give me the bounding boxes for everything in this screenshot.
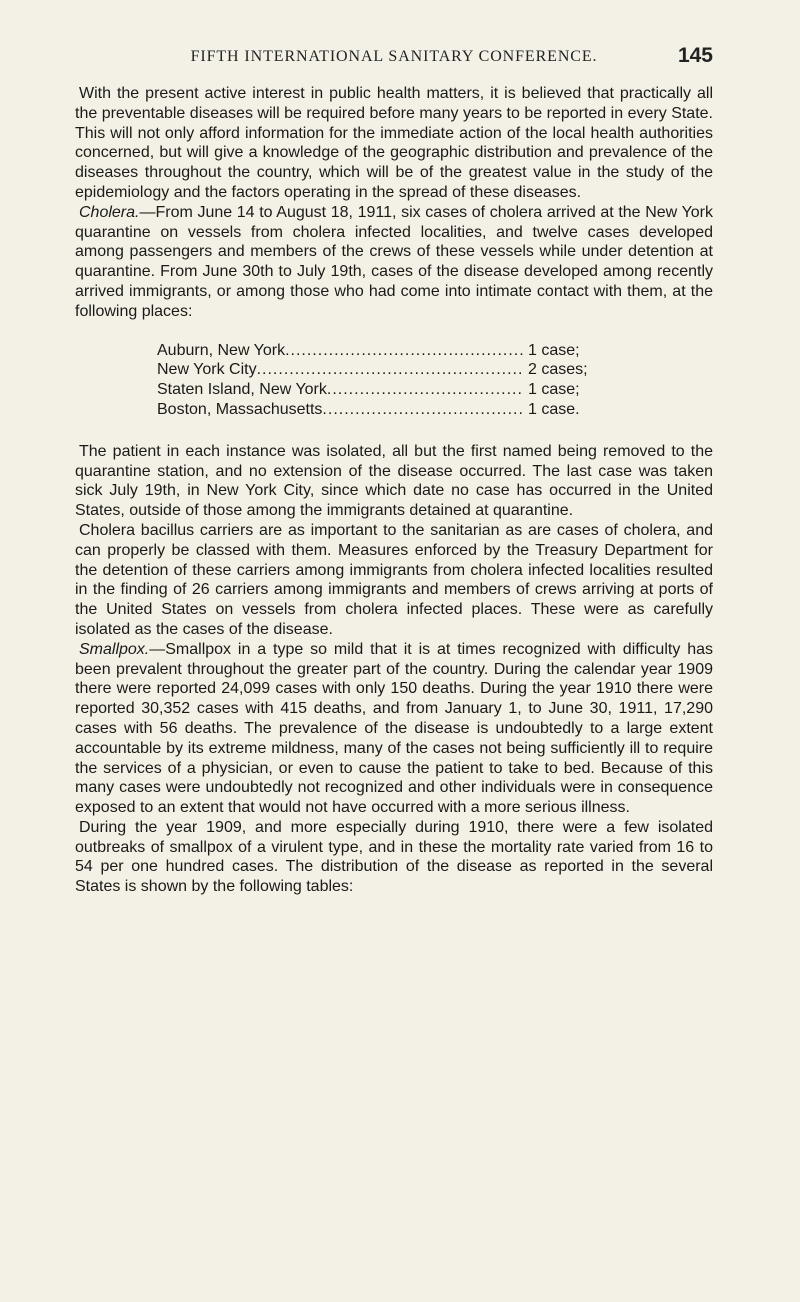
paragraph-carriers: Cholera bacillus carriers are as important to the sanitarian as are cases of cholera, and can properly be classed with them. Measures enforced by the Treasury Department for the detention of these carriers among immigrants from cholera infected localities resulted in the finding of 26 carriers among immigrants and members of crews arriving at ports of the United States on vessels from cholera infected places. These were as carefully isolated as the cases of the disease. xyxy=(75,521,713,638)
running-header xyxy=(75,44,713,84)
list-item xyxy=(157,360,594,380)
case-count: 1 case. xyxy=(528,400,580,418)
paragraph-cholera xyxy=(75,203,713,322)
case-count: 1 case; xyxy=(528,341,580,359)
smallpox-body: —Smallpox in a type so mild that it is at times recognized with difficulty has been prevalent throughout the greater part of the country. During the calendar year 1909 there were reported 24,099 cases with only 150 deaths. During the year 1910 there were reported 30,352 cases with 415 deaths, and from January 1, to June 30, 1911, 17,290 cases with 56 deaths. The prevalence of the disease is undoubtedly to a large extent accountable by its extreme mildness, many of the cases not being sufficiently ill to require the services of a physician, or even to cause the patient to take to bed. Because of this many cases were undoubtedly not recognized and other individuals were in consequence exposed to an extent that would not have occurred with a more serious illness. xyxy=(75,640,713,817)
page-number: 145 xyxy=(677,44,713,67)
place-name: Auburn, New York xyxy=(157,341,286,359)
leader-dots xyxy=(285,341,524,361)
cholera-body: —From June 14 to August 18, 1911, six cases of cholera arrived at the New York quarantine on vessels from cholera infected localities, and twelve cases developed among passengers and members of the crews of these vessels while under detention at quarantine. From June 30th to July 19th, cases of the disease developed among recently arrived immigrants, or among those who had come into intimate contact with them, at the following places: xyxy=(75,203,713,320)
place-name: Boston, Massachusetts xyxy=(157,400,323,418)
place-name: Staten Island, New York xyxy=(157,381,327,399)
leader-dots xyxy=(322,400,524,420)
section-label-smallpox: Smallpox. xyxy=(79,640,150,658)
place-name: New York City xyxy=(157,361,257,379)
paragraph-intro: With the present active interest in public health matters, it is believed that practically all the preventable diseases will be required before many years to be reported in every State. This will not only afford information for the immediate action of the local health authorities concerned, but will give a knowledge of the geographic distribution and prevalence of the diseases throughout the country, which will be of the greatest value in the study of the epidemiology and the factors operating in the spread of these diseases. xyxy=(75,85,713,201)
paragraph-isolation: The patient in each instance was isolated, all but the first named being removed to the quarantine station, and no extension of the disease occurred. The last case was taken sick July 19th, in New York City, since which date no case has occurred in the United States, outside of those among the immigrants detained at quarantine. xyxy=(75,442,713,520)
leader-dots xyxy=(257,360,524,380)
cholera-places-list xyxy=(157,341,594,420)
paragraph-outbreaks: During the year 1909, and more especially during 1910, there were a few isolated outbreaks of smallpox of a virulent type, and in these the mortality rate varied from 16 to 54 per one hundred cases. The distribution of the disease as reported in the several States is shown by the following tables: xyxy=(75,818,713,896)
paragraph-smallpox xyxy=(75,640,713,818)
section-label-cholera: Cholera. xyxy=(79,203,140,221)
list-item xyxy=(157,341,594,361)
document-page xyxy=(75,44,713,897)
case-count: 2 cases; xyxy=(528,361,588,379)
leader-dots xyxy=(327,380,524,400)
list-item xyxy=(157,400,594,420)
list-item xyxy=(157,380,594,400)
header-title: FIFTH INTERNATIONAL SANITARY CONFERENCE. xyxy=(190,48,598,65)
case-count: 1 case; xyxy=(528,381,580,399)
